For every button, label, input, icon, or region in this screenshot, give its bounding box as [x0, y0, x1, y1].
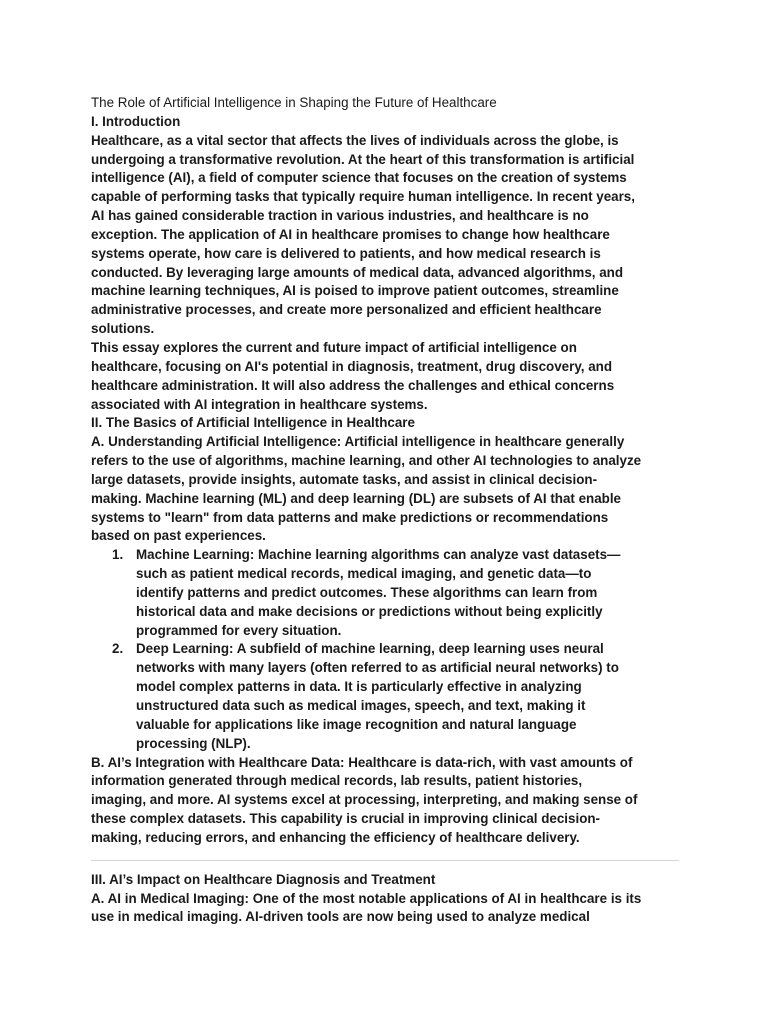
text-line: these complex datasets. This capability is crucial in improving clinical decision-: [91, 811, 601, 827]
section-heading-basics: II. The Basics of Artificial Intelligence in Healthcare: [91, 415, 415, 431]
text-line: programmed for every situation.: [136, 622, 342, 638]
horizontal-divider: [91, 860, 679, 861]
text-line: refers to the use of algorithms, machine learning, and other AI technologies to analyze: [91, 453, 642, 469]
text-line: intelligence (AI), a field of computer science that focuses on the creation of systems: [91, 170, 627, 186]
text-line: making, reducing errors, and enhancing the efficiency of healthcare delivery.: [91, 829, 580, 845]
text-line: A. Understanding Artificial Intelligence: Artificial intelligence in healthcare generally: [91, 434, 625, 450]
text-line: AI has gained considerable traction in various industries, and healthcare is no: [91, 208, 589, 224]
text-line: large datasets, provide insights, automate tasks, and assist in clinical decision-: [91, 471, 598, 487]
text-line: processing (NLP).: [136, 735, 251, 751]
section-2a-paragraph: [91, 433, 680, 546]
text-line: such as patient medical records, medical imaging, and genetic data—to: [136, 566, 592, 582]
text-line: unstructured data such as medical images, speech, and text, making it: [136, 698, 586, 713]
text-line: conducted. By leveraging large amounts of medical data, advanced algorithms, and: [91, 264, 624, 280]
text-line: valuable for applications like image recognition and natural language: [136, 716, 577, 732]
section-2b-paragraph: [91, 754, 680, 848]
list-item-deep-learning: [91, 640, 680, 753]
list-number: 1.: [112, 547, 124, 563]
spacer: [91, 848, 680, 860]
text-line: administrative processes, and create more personalized and efficient healthcare: [91, 302, 602, 318]
text-line: networks with many layers (often referred to as artificial neural networks) to: [136, 660, 619, 676]
list-item-machine-learning: [91, 546, 680, 640]
text-line: exception. The application of AI in healthcare promises to change how healthcare: [91, 226, 610, 242]
text-line: Machine Learning: Machine learning algorithms can analyze vast datasets—: [136, 547, 621, 563]
text-line: use in medical imaging. AI-driven tools are now being used to analyze medical: [91, 909, 590, 925]
text-line: A. AI in Medical Imaging: One of the most notable applications of AI in healthcare is its: [91, 890, 642, 906]
text-line: systems operate, how care is delivered to patients, and how medical research is: [91, 245, 601, 261]
text-line: B. AI’s Integration with Healthcare Data: Healthcare is data-rich, with vast amounts of: [91, 754, 633, 770]
text-line: Healthcare, as a vital sector that affects the lives of individuals across the globe, is: [91, 132, 619, 148]
text-line: information generated through medical records, lab results, patient histories,: [91, 773, 583, 789]
document-title: The Role of Artificial Intelligence in Shaping the Future of Healthcare: [91, 95, 497, 110]
section-heading-diagnosis-treatment: III. AI’s Impact on Healthcare Diagnosis and Treatment: [91, 871, 436, 887]
text-line: Deep Learning: A subfield of machine learning, deep learning uses neural: [136, 641, 604, 657]
intro-paragraph-1: [91, 132, 680, 339]
text-line: This essay explores the current and future impact of artificial intelligence on: [91, 339, 577, 355]
text-line: solutions.: [91, 321, 155, 337]
text-line: machine learning techniques, AI is poised to improve patient outcomes, streamline: [91, 283, 619, 299]
section-heading-introduction: I. Introduction: [91, 113, 181, 129]
text-line: based on past experiences.: [91, 528, 266, 544]
text-line: historical data and make decisions or predictions without being explicitly: [136, 603, 603, 619]
list-number: 2.: [112, 641, 124, 657]
text-line: associated with AI integration in healthcare systems.: [91, 396, 428, 412]
text-line: imaging, and more. AI systems excel at processing, interpreting, and making sense of: [91, 792, 638, 808]
text-line: systems to "learn" from data patterns and make predictions or recommendations: [91, 509, 609, 525]
text-line: capable of performing tasks that typically require human intelligence. In recent years,: [91, 189, 635, 205]
section-3a-paragraph: [91, 890, 680, 928]
text-line: healthcare, focusing on AI's potential in diagnosis, treatment, drug discovery, and: [91, 358, 613, 374]
text-line: identify patterns and predict outcomes. These algorithms can learn from: [136, 584, 598, 600]
text-line: undergoing a transformative revolution. At the heart of this transformation is artificial: [91, 151, 635, 167]
text-line: model complex patterns in data. It is particularly effective in analyzing: [136, 679, 582, 695]
intro-paragraph-2: [91, 339, 680, 414]
text-line: healthcare administration. It will also address the challenges and ethical concerns: [91, 377, 615, 393]
text-line: making. Machine learning (ML) and deep learning (DL) are subsets of AI that enable: [91, 490, 622, 506]
